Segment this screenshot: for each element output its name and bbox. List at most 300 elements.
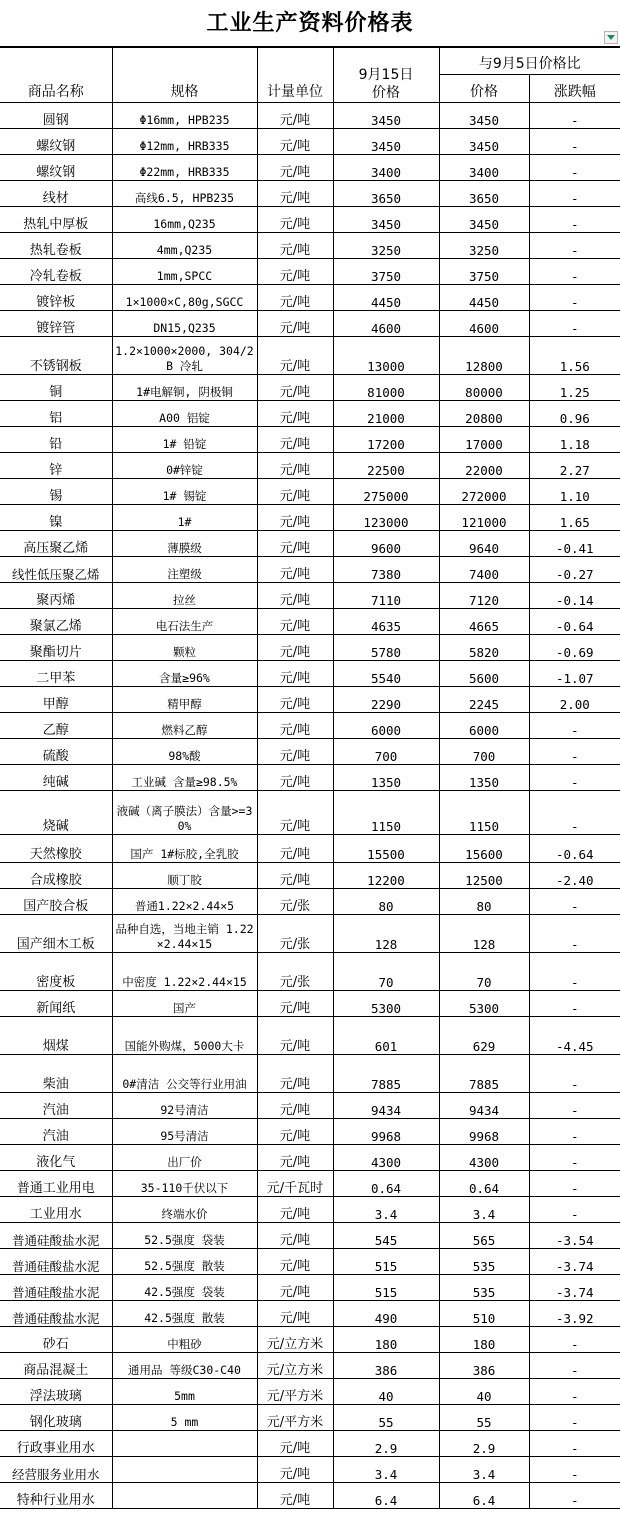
cell-name[interactable]: 商品混凝土 <box>0 1353 112 1379</box>
cell-price[interactable]: 3450 <box>333 103 439 129</box>
cell-price[interactable]: 4635 <box>333 609 439 635</box>
cell-spec[interactable]: 含量≥96% <box>112 661 257 687</box>
cell-name[interactable]: 纯碱 <box>0 765 112 791</box>
cell-price[interactable]: 7110 <box>333 583 439 609</box>
cell-spec[interactable]: Φ12mm, HRB335 <box>112 129 257 155</box>
cell-prev-price[interactable]: 12800 <box>439 337 529 375</box>
cell-prev-price[interactable]: 3.4 <box>439 1197 529 1223</box>
cell-unit[interactable]: 元/吨 <box>257 863 333 889</box>
cell-unit[interactable]: 元/吨 <box>257 1017 333 1055</box>
cell-name[interactable]: 乙醇 <box>0 713 112 739</box>
cell-spec[interactable]: 颗粒 <box>112 635 257 661</box>
cell-prev-price[interactable]: 700 <box>439 739 529 765</box>
cell-change[interactable]: - <box>529 285 620 311</box>
cell-spec[interactable]: 1mm,SPCC <box>112 259 257 285</box>
cell-spec[interactable]: 35-110千伏以下 <box>112 1171 257 1197</box>
cell-unit[interactable]: 元/吨 <box>257 375 333 401</box>
cell-spec[interactable]: 1# 锡锭 <box>112 479 257 505</box>
cell-spec[interactable]: 98%酸 <box>112 739 257 765</box>
cell-spec[interactable]: 42.5强度 散装 <box>112 1301 257 1327</box>
cell-spec[interactable]: 1.2×1000×2000, 304/2B 冷轧 <box>112 337 257 375</box>
cell-name[interactable]: 镀锌管 <box>0 311 112 337</box>
cell-spec[interactable]: 0#清洁 公交等行业用油 <box>112 1055 257 1093</box>
cell-spec[interactable]: 中粗砂 <box>112 1327 257 1353</box>
cell-spec[interactable]: 顺丁胶 <box>112 863 257 889</box>
cell-price[interactable]: 180 <box>333 1327 439 1353</box>
cell-unit[interactable]: 元/吨 <box>257 1223 333 1249</box>
cell-spec[interactable]: 高线6.5, HPB235 <box>112 181 257 207</box>
cell-price[interactable]: 3750 <box>333 259 439 285</box>
cell-unit[interactable]: 元/吨 <box>257 1145 333 1171</box>
cell-price[interactable]: 545 <box>333 1223 439 1249</box>
cell-unit[interactable]: 元/吨 <box>257 1093 333 1119</box>
cell-price[interactable]: 386 <box>333 1353 439 1379</box>
cell-spec[interactable]: DN15,Q235 <box>112 311 257 337</box>
cell-spec[interactable]: 拉丝 <box>112 583 257 609</box>
cell-change[interactable]: - <box>529 791 620 835</box>
cell-prev-price[interactable]: 180 <box>439 1327 529 1353</box>
cell-spec[interactable]: 通用品 等级C30-C40 <box>112 1353 257 1379</box>
cell-unit[interactable]: 元/平方米 <box>257 1379 333 1405</box>
cell-change[interactable]: - <box>529 1145 620 1171</box>
cell-name[interactable]: 螺纹钢 <box>0 129 112 155</box>
cell-spec[interactable]: 精甲醇 <box>112 687 257 713</box>
cell-unit[interactable]: 元/吨 <box>257 233 333 259</box>
cell-price[interactable]: 21000 <box>333 401 439 427</box>
cell-unit[interactable]: 元/吨 <box>257 835 333 863</box>
cell-price[interactable]: 5780 <box>333 635 439 661</box>
cell-change[interactable]: 1.56 <box>529 337 620 375</box>
cell-price[interactable]: 4450 <box>333 285 439 311</box>
cell-prev-price[interactable]: 4450 <box>439 285 529 311</box>
cell-change[interactable]: 1.25 <box>529 375 620 401</box>
cell-change[interactable]: 0.96 <box>529 401 620 427</box>
cell-price[interactable]: 4300 <box>333 1145 439 1171</box>
cell-price[interactable]: 5540 <box>333 661 439 687</box>
cell-name[interactable]: 普通硅酸盐水泥 <box>0 1275 112 1301</box>
cell-name[interactable]: 锡 <box>0 479 112 505</box>
cell-unit[interactable]: 元/吨 <box>257 1301 333 1327</box>
cell-unit[interactable]: 元/吨 <box>257 155 333 181</box>
cell-name[interactable]: 不锈钢板 <box>0 337 112 375</box>
cell-price[interactable]: 123000 <box>333 505 439 531</box>
cell-change[interactable]: - <box>529 915 620 953</box>
cell-prev-price[interactable]: 121000 <box>439 505 529 531</box>
cell-price[interactable]: 4600 <box>333 311 439 337</box>
cell-change[interactable]: -4.45 <box>529 1017 620 1055</box>
cell-prev-price[interactable]: 22000 <box>439 453 529 479</box>
cell-price[interactable]: 7885 <box>333 1055 439 1093</box>
cell-name[interactable]: 普通硅酸盐水泥 <box>0 1223 112 1249</box>
cell-name[interactable]: 钢化玻璃 <box>0 1405 112 1431</box>
cell-unit[interactable]: 元/吨 <box>257 765 333 791</box>
cell-change[interactable]: - <box>529 953 620 991</box>
cell-price[interactable]: 5300 <box>333 991 439 1017</box>
cell-change[interactable]: - <box>529 1405 620 1431</box>
cell-unit[interactable]: 元/吨 <box>257 991 333 1017</box>
cell-name[interactable]: 线材 <box>0 181 112 207</box>
cell-prev-price[interactable]: 3.4 <box>439 1457 529 1483</box>
cell-name[interactable]: 普通硅酸盐水泥 <box>0 1301 112 1327</box>
cell-prev-price[interactable]: 2245 <box>439 687 529 713</box>
cell-prev-price[interactable]: 80000 <box>439 375 529 401</box>
cell-change[interactable]: - <box>529 1119 620 1145</box>
cell-unit[interactable]: 元/吨 <box>257 181 333 207</box>
cell-spec[interactable]: 出厂价 <box>112 1145 257 1171</box>
cell-prev-price[interactable]: 6.4 <box>439 1483 529 1509</box>
cell-name[interactable]: 普通工业用电 <box>0 1171 112 1197</box>
cell-change[interactable]: -0.64 <box>529 609 620 635</box>
cell-name[interactable]: 镍 <box>0 505 112 531</box>
cell-price[interactable]: 3450 <box>333 207 439 233</box>
cell-prev-price[interactable]: 4600 <box>439 311 529 337</box>
cell-name[interactable]: 工业用水 <box>0 1197 112 1223</box>
cell-prev-price[interactable]: 80 <box>439 889 529 915</box>
cell-unit[interactable]: 元/吨 <box>257 1275 333 1301</box>
cell-price[interactable]: 3.4 <box>333 1197 439 1223</box>
cell-name[interactable]: 经营服务业用水 <box>0 1457 112 1483</box>
cell-prev-price[interactable]: 6000 <box>439 713 529 739</box>
cell-name[interactable]: 聚酯切片 <box>0 635 112 661</box>
cell-name[interactable]: 铅 <box>0 427 112 453</box>
cell-unit[interactable]: 元/吨 <box>257 401 333 427</box>
cell-spec[interactable]: A00 铝锭 <box>112 401 257 427</box>
cell-name[interactable]: 锌 <box>0 453 112 479</box>
cell-unit[interactable]: 元/吨 <box>257 479 333 505</box>
cell-prev-price[interactable]: 15600 <box>439 835 529 863</box>
cell-name[interactable]: 高压聚乙烯 <box>0 531 112 557</box>
cell-change[interactable]: - <box>529 713 620 739</box>
cell-spec[interactable]: 国产 1#标胶,全乳胶 <box>112 835 257 863</box>
cell-price[interactable]: 3650 <box>333 181 439 207</box>
cell-name[interactable]: 合成橡胶 <box>0 863 112 889</box>
cell-name[interactable]: 密度板 <box>0 953 112 991</box>
cell-spec[interactable]: 4mm,Q235 <box>112 233 257 259</box>
cell-unit[interactable]: 元/吨 <box>257 453 333 479</box>
cell-name[interactable]: 热轧卷板 <box>0 233 112 259</box>
cell-spec[interactable] <box>112 1483 257 1509</box>
cell-unit[interactable]: 元/吨 <box>257 1457 333 1483</box>
cell-price[interactable]: 17200 <box>333 427 439 453</box>
cell-spec[interactable]: 1×1000×C,80g,SGCC <box>112 285 257 311</box>
cell-unit[interactable]: 元/立方米 <box>257 1353 333 1379</box>
cell-unit[interactable]: 元/吨 <box>257 687 333 713</box>
cell-unit[interactable]: 元/吨 <box>257 1483 333 1509</box>
cell-price[interactable]: 1350 <box>333 765 439 791</box>
cell-prev-price[interactable]: 510 <box>439 1301 529 1327</box>
cell-spec[interactable]: 0#锌锭 <box>112 453 257 479</box>
cell-unit[interactable]: 元/吨 <box>257 1119 333 1145</box>
cell-prev-price[interactable]: 7400 <box>439 557 529 583</box>
cell-name[interactable]: 新闻纸 <box>0 991 112 1017</box>
cell-change[interactable]: 1.65 <box>529 505 620 531</box>
cell-prev-price[interactable]: 3650 <box>439 181 529 207</box>
cell-prev-price[interactable]: 5600 <box>439 661 529 687</box>
filter-dropdown-button[interactable] <box>604 31 618 44</box>
cell-price[interactable]: 80 <box>333 889 439 915</box>
cell-change[interactable]: -3.54 <box>529 1223 620 1249</box>
cell-unit[interactable]: 元/吨 <box>257 427 333 453</box>
cell-unit[interactable]: 元/吨 <box>257 1197 333 1223</box>
cell-change[interactable]: - <box>529 1093 620 1119</box>
cell-prev-price[interactable]: 629 <box>439 1017 529 1055</box>
cell-change[interactable]: - <box>529 1353 620 1379</box>
cell-unit[interactable]: 元/吨 <box>257 505 333 531</box>
cell-unit[interactable]: 元/平方米 <box>257 1405 333 1431</box>
cell-change[interactable]: - <box>529 129 620 155</box>
cell-change[interactable]: - <box>529 1379 620 1405</box>
cell-unit[interactable]: 元/吨 <box>257 609 333 635</box>
cell-prev-price[interactable]: 1150 <box>439 791 529 835</box>
cell-price[interactable]: 0.64 <box>333 1171 439 1197</box>
cell-unit[interactable]: 元/吨 <box>257 207 333 233</box>
cell-prev-price[interactable]: 40 <box>439 1379 529 1405</box>
cell-change[interactable]: - <box>529 739 620 765</box>
cell-name[interactable]: 铜 <box>0 375 112 401</box>
cell-prev-price[interactable]: 9434 <box>439 1093 529 1119</box>
cell-name[interactable]: 行政事业用水 <box>0 1431 112 1457</box>
cell-prev-price[interactable]: 3750 <box>439 259 529 285</box>
cell-price[interactable]: 81000 <box>333 375 439 401</box>
cell-unit[interactable]: 元/立方米 <box>257 1327 333 1353</box>
cell-name[interactable]: 国产胶合板 <box>0 889 112 915</box>
cell-spec[interactable]: 品种自选，当地主销 1.22×2.44×15 <box>112 915 257 953</box>
cell-name[interactable]: 特种行业用水 <box>0 1483 112 1509</box>
cell-change[interactable]: - <box>529 181 620 207</box>
cell-change[interactable]: 1.18 <box>529 427 620 453</box>
cell-change[interactable]: 2.27 <box>529 453 620 479</box>
cell-unit[interactable]: 元/吨 <box>257 1055 333 1093</box>
cell-name[interactable]: 聚丙烯 <box>0 583 112 609</box>
cell-price[interactable]: 128 <box>333 915 439 953</box>
cell-price[interactable]: 2290 <box>333 687 439 713</box>
cell-prev-price[interactable]: 5300 <box>439 991 529 1017</box>
cell-unit[interactable]: 元/张 <box>257 889 333 915</box>
cell-unit[interactable]: 元/吨 <box>257 1249 333 1275</box>
cell-prev-price[interactable]: 2.9 <box>439 1431 529 1457</box>
cell-name[interactable]: 二甲苯 <box>0 661 112 687</box>
cell-price[interactable]: 700 <box>333 739 439 765</box>
cell-price[interactable]: 15500 <box>333 835 439 863</box>
cell-change[interactable]: - <box>529 1171 620 1197</box>
cell-unit[interactable]: 元/吨 <box>257 129 333 155</box>
cell-name[interactable]: 镀锌板 <box>0 285 112 311</box>
cell-change[interactable]: - <box>529 233 620 259</box>
cell-unit[interactable]: 元/吨 <box>257 531 333 557</box>
cell-unit[interactable]: 元/吨 <box>257 661 333 687</box>
cell-change[interactable]: - <box>529 207 620 233</box>
cell-price[interactable]: 3450 <box>333 129 439 155</box>
cell-change[interactable]: - <box>529 1483 620 1509</box>
cell-change[interactable]: - <box>529 1327 620 1353</box>
cell-name[interactable]: 甲醇 <box>0 687 112 713</box>
cell-prev-price[interactable]: 7885 <box>439 1055 529 1093</box>
cell-spec[interactable]: 国产 <box>112 991 257 1017</box>
cell-change[interactable]: -3.74 <box>529 1249 620 1275</box>
cell-unit[interactable]: 元/吨 <box>257 583 333 609</box>
cell-unit[interactable]: 元/吨 <box>257 791 333 835</box>
cell-change[interactable]: -0.64 <box>529 835 620 863</box>
cell-unit[interactable]: 元/吨 <box>257 1431 333 1457</box>
cell-name[interactable]: 天然橡胶 <box>0 835 112 863</box>
cell-name[interactable]: 螺纹钢 <box>0 155 112 181</box>
cell-unit[interactable]: 元/张 <box>257 915 333 953</box>
cell-price[interactable]: 1150 <box>333 791 439 835</box>
cell-unit[interactable]: 元/千瓦时 <box>257 1171 333 1197</box>
cell-spec[interactable]: 燃料乙醇 <box>112 713 257 739</box>
cell-price[interactable]: 9968 <box>333 1119 439 1145</box>
cell-price[interactable]: 13000 <box>333 337 439 375</box>
cell-unit[interactable]: 元/吨 <box>257 557 333 583</box>
cell-spec[interactable] <box>112 1431 257 1457</box>
cell-change[interactable]: - <box>529 259 620 285</box>
cell-spec[interactable]: 5 mm <box>112 1405 257 1431</box>
cell-price[interactable]: 9600 <box>333 531 439 557</box>
cell-prev-price[interactable]: 535 <box>439 1249 529 1275</box>
cell-spec[interactable]: 1# 铅锭 <box>112 427 257 453</box>
cell-spec[interactable]: 注塑级 <box>112 557 257 583</box>
cell-unit[interactable]: 元/吨 <box>257 103 333 129</box>
cell-name[interactable]: 烟煤 <box>0 1017 112 1055</box>
cell-change[interactable]: -3.92 <box>529 1301 620 1327</box>
cell-spec[interactable] <box>112 1457 257 1483</box>
cell-prev-price[interactable]: 9968 <box>439 1119 529 1145</box>
cell-name[interactable]: 国产细木工板 <box>0 915 112 953</box>
cell-spec[interactable]: 电石法生产 <box>112 609 257 635</box>
cell-price[interactable]: 9434 <box>333 1093 439 1119</box>
cell-change[interactable]: -0.27 <box>529 557 620 583</box>
cell-prev-price[interactable]: 565 <box>439 1223 529 1249</box>
cell-price[interactable]: 490 <box>333 1301 439 1327</box>
cell-spec[interactable]: 国能外购煤，5000大卡 <box>112 1017 257 1055</box>
cell-spec[interactable]: 16mm,Q235 <box>112 207 257 233</box>
cell-spec[interactable]: 52.5强度 散装 <box>112 1249 257 1275</box>
cell-prev-price[interactable]: 128 <box>439 915 529 953</box>
cell-prev-price[interactable]: 17000 <box>439 427 529 453</box>
cell-change[interactable]: -2.40 <box>529 863 620 889</box>
cell-name[interactable]: 汽油 <box>0 1119 112 1145</box>
cell-price[interactable]: 22500 <box>333 453 439 479</box>
cell-spec[interactable]: 普通1.22×2.44×5 <box>112 889 257 915</box>
cell-change[interactable]: 2.00 <box>529 687 620 713</box>
cell-name[interactable]: 圆钢 <box>0 103 112 129</box>
cell-change[interactable]: - <box>529 1457 620 1483</box>
cell-change[interactable]: -3.74 <box>529 1275 620 1301</box>
cell-unit[interactable]: 元/吨 <box>257 285 333 311</box>
cell-change[interactable]: -0.69 <box>529 635 620 661</box>
cell-name[interactable]: 线性低压聚乙烯 <box>0 557 112 583</box>
cell-spec[interactable]: 52.5强度 袋装 <box>112 1223 257 1249</box>
cell-prev-price[interactable]: 3450 <box>439 129 529 155</box>
cell-change[interactable]: -1.07 <box>529 661 620 687</box>
cell-price[interactable]: 2.9 <box>333 1431 439 1457</box>
cell-name[interactable]: 汽油 <box>0 1093 112 1119</box>
cell-spec[interactable]: 终端水价 <box>112 1197 257 1223</box>
cell-name[interactable]: 柴油 <box>0 1055 112 1093</box>
cell-change[interactable]: - <box>529 155 620 181</box>
cell-unit[interactable]: 元/张 <box>257 953 333 991</box>
cell-spec[interactable]: 薄膜级 <box>112 531 257 557</box>
cell-prev-price[interactable]: 9640 <box>439 531 529 557</box>
cell-unit[interactable]: 元/吨 <box>257 337 333 375</box>
cell-spec[interactable]: 1# <box>112 505 257 531</box>
cell-prev-price[interactable]: 12500 <box>439 863 529 889</box>
cell-price[interactable]: 3250 <box>333 233 439 259</box>
cell-spec[interactable]: Φ22mm, HRB335 <box>112 155 257 181</box>
cell-prev-price[interactable]: 55 <box>439 1405 529 1431</box>
cell-spec[interactable]: 42.5强度 袋装 <box>112 1275 257 1301</box>
cell-name[interactable]: 热轧中厚板 <box>0 207 112 233</box>
cell-name[interactable]: 铝 <box>0 401 112 427</box>
cell-prev-price[interactable]: 3400 <box>439 155 529 181</box>
cell-name[interactable]: 普通硅酸盐水泥 <box>0 1249 112 1275</box>
cell-name[interactable]: 硫酸 <box>0 739 112 765</box>
cell-spec[interactable]: 液碱（离子膜法）含量>=30% <box>112 791 257 835</box>
cell-unit[interactable]: 元/吨 <box>257 713 333 739</box>
cell-change[interactable]: - <box>529 103 620 129</box>
cell-price[interactable]: 275000 <box>333 479 439 505</box>
cell-unit[interactable]: 元/吨 <box>257 739 333 765</box>
cell-prev-price[interactable]: 20800 <box>439 401 529 427</box>
cell-change[interactable]: - <box>529 1197 620 1223</box>
cell-price[interactable]: 3400 <box>333 155 439 181</box>
cell-prev-price[interactable]: 4665 <box>439 609 529 635</box>
cell-spec[interactable]: Φ16mm, HPB235 <box>112 103 257 129</box>
cell-name[interactable]: 液化气 <box>0 1145 112 1171</box>
cell-name[interactable]: 浮法玻璃 <box>0 1379 112 1405</box>
cell-price[interactable]: 6.4 <box>333 1483 439 1509</box>
cell-change[interactable]: 1.10 <box>529 479 620 505</box>
cell-spec[interactable]: 中密度 1.22×2.44×15 <box>112 953 257 991</box>
cell-spec[interactable]: 92号清洁 <box>112 1093 257 1119</box>
cell-prev-price[interactable]: 70 <box>439 953 529 991</box>
cell-change[interactable]: - <box>529 1055 620 1093</box>
cell-spec[interactable]: 工业碱 含量≥98.5% <box>112 765 257 791</box>
cell-change[interactable]: -0.14 <box>529 583 620 609</box>
cell-change[interactable]: -0.41 <box>529 531 620 557</box>
cell-price[interactable]: 6000 <box>333 713 439 739</box>
cell-unit[interactable]: 元/吨 <box>257 259 333 285</box>
cell-unit[interactable]: 元/吨 <box>257 635 333 661</box>
cell-spec[interactable]: 95号清洁 <box>112 1119 257 1145</box>
cell-spec[interactable]: 1#电解铜, 阴极铜 <box>112 375 257 401</box>
cell-prev-price[interactable]: 1350 <box>439 765 529 791</box>
cell-prev-price[interactable]: 0.64 <box>439 1171 529 1197</box>
cell-prev-price[interactable]: 3250 <box>439 233 529 259</box>
cell-price[interactable]: 601 <box>333 1017 439 1055</box>
cell-change[interactable]: - <box>529 311 620 337</box>
cell-change[interactable]: - <box>529 889 620 915</box>
cell-name[interactable]: 冷轧卷板 <box>0 259 112 285</box>
cell-prev-price[interactable]: 5820 <box>439 635 529 661</box>
cell-price[interactable]: 55 <box>333 1405 439 1431</box>
cell-prev-price[interactable]: 4300 <box>439 1145 529 1171</box>
cell-name[interactable]: 聚氯乙烯 <box>0 609 112 635</box>
cell-price[interactable]: 12200 <box>333 863 439 889</box>
cell-name[interactable]: 砂石 <box>0 1327 112 1353</box>
cell-price[interactable]: 515 <box>333 1275 439 1301</box>
cell-change[interactable]: - <box>529 1431 620 1457</box>
cell-price[interactable]: 515 <box>333 1249 439 1275</box>
cell-prev-price[interactable]: 386 <box>439 1353 529 1379</box>
cell-prev-price[interactable]: 272000 <box>439 479 529 505</box>
cell-prev-price[interactable]: 3450 <box>439 103 529 129</box>
cell-prev-price[interactable]: 7120 <box>439 583 529 609</box>
cell-price[interactable]: 70 <box>333 953 439 991</box>
cell-prev-price[interactable]: 535 <box>439 1275 529 1301</box>
cell-spec[interactable]: 5mm <box>112 1379 257 1405</box>
cell-change[interactable]: - <box>529 991 620 1017</box>
